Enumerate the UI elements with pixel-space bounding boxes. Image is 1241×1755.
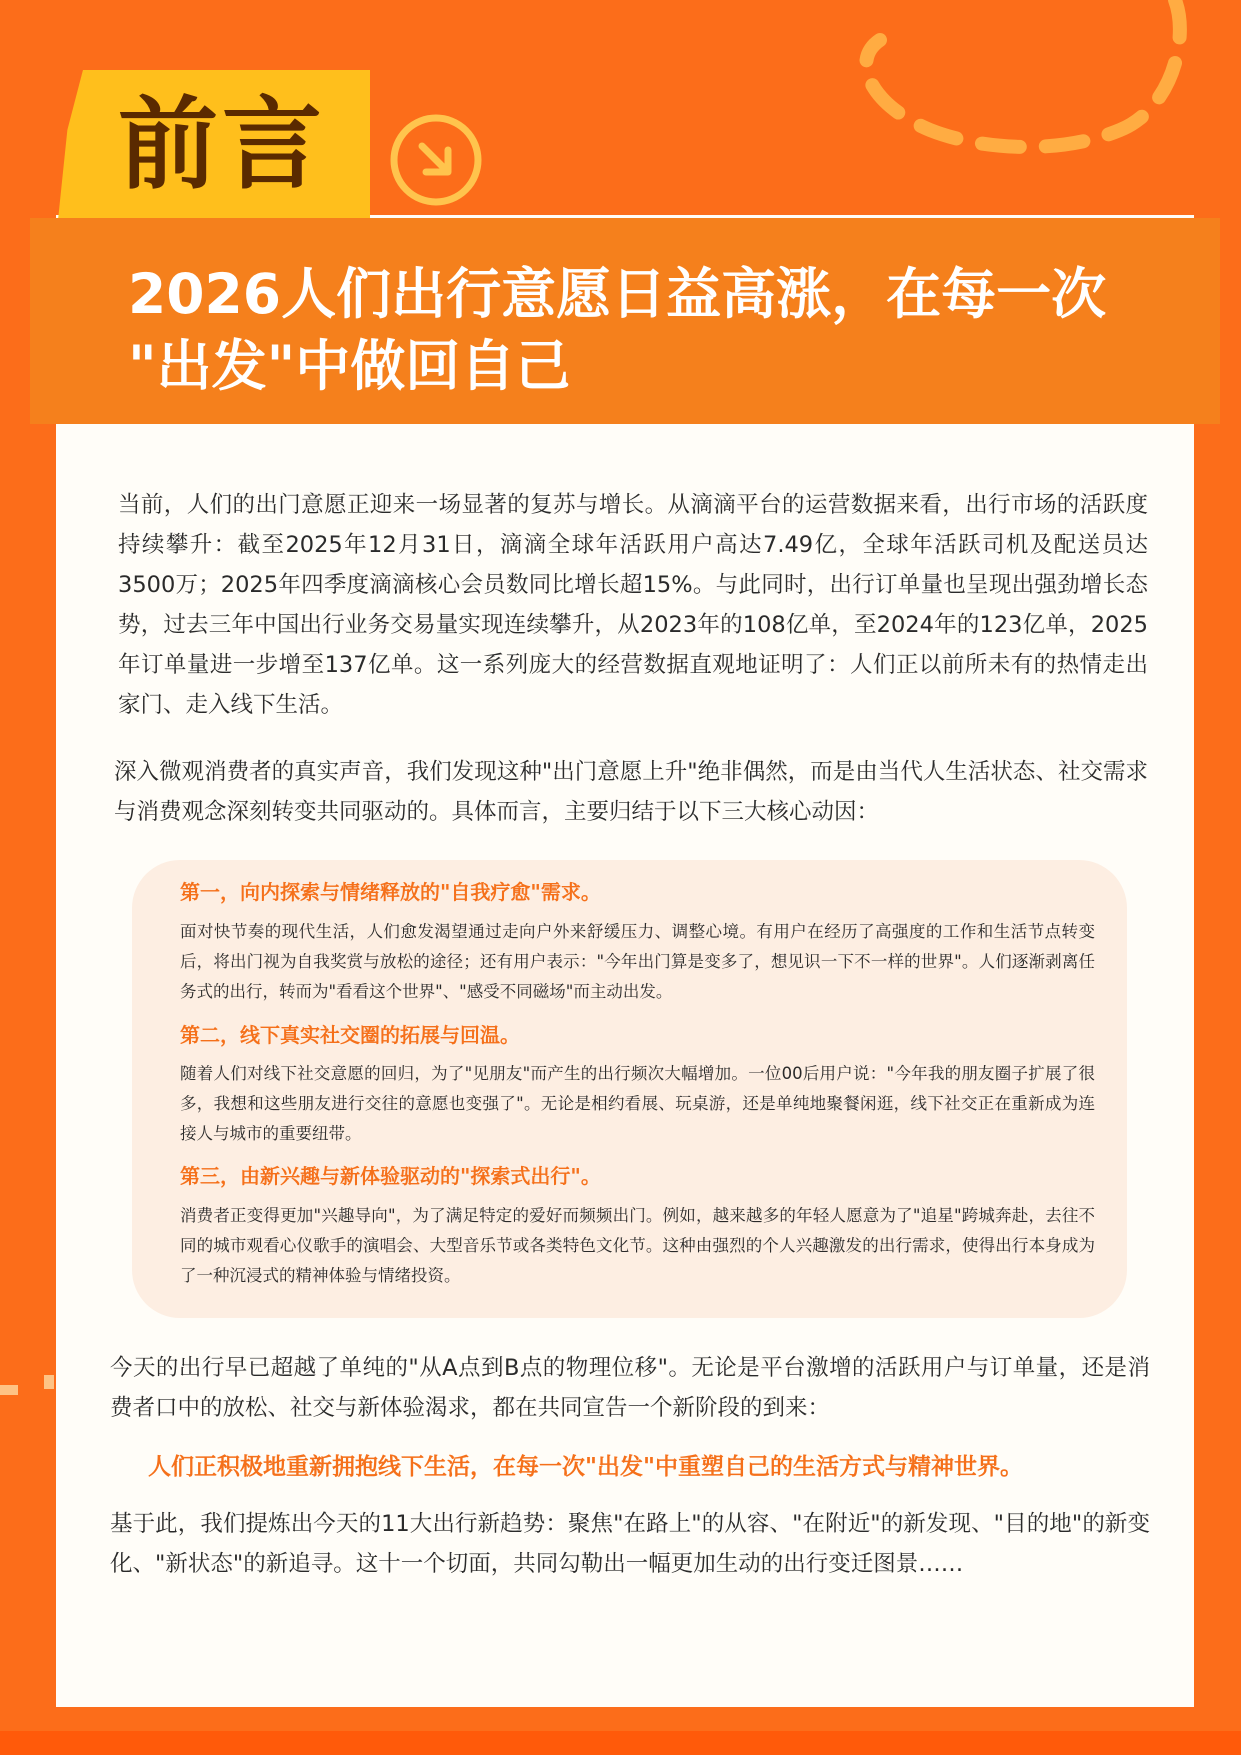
intro-paragraph: 当前，人们的出门意愿正迎来一场显著的复苏与增长。从滴滴平台的运营数据来看，出行市场的活跃度持续攀升：截至2025年12月31日，滴滴全球年活跃用户高达7.49亿，全球年活跃司机及配送员达3500万；2025年四季度滴滴核心会员数同比增长超15%。与此同时，出行订单量也呈现出强劲增长态势，过去三年中国出行业务交易量实现连续攀升，从2023年的108亿单，至2024年的123亿单，2025年订单量进一步增至137亿单。这一系列庞大的经营数据直观地证明了：人们正以前所未有的热情走出家门、走入线下生活。 [118, 492, 1148, 718]
page-title-line1: 2026人们出行意愿日益高涨，在每一次 [128, 262, 1107, 326]
drivers-intro-paragraph: 深入微观消费者的真实声音，我们发现这种"出门意愿上升"绝非偶然，而是由当代人生活状态、社交需求与消费观念深刻转变共同驱动的。具体而言，主要归结于以下三大核心动因： [114, 759, 1148, 825]
driver-text-2: 随着人们对线下社交意愿的回归，为了"见朋友"而产生的出行频次大幅增加。一位00后用户说："今年我的朋友圈子扩展了很多，我想和这些朋友进行交往的意愿也变强了"。无论是相约看展、玩桌游，还是单纯地聚餐闲逛，线下社交正在重新成为连接人与城市的重要纽带。 [180, 1064, 1095, 1143]
page-title [128, 258, 1148, 402]
driver-title-3: 第三，由新兴趣与新体验驱动的"探索式出行"。 [180, 1164, 601, 1188]
highlight-statement: 人们正积极地重新拥抱线下生活，在每一次"出发"中重塑自己的生活方式与精神世界。 [148, 1454, 1023, 1480]
arrow-down-right-circle-icon [386, 110, 486, 210]
bottom-stripe [0, 1731, 1241, 1755]
page-title-line2: "出发"中做回自己 [128, 334, 571, 398]
driver-text-1: 面对快节奏的现代生活，人们愈发渴望通过走向户外来舒缓压力、调整心境。有用户在经历了高强度的工作和生活节点转变后，将出门视为自我奖赏与放松的途径；还有用户表示："今年出门算是变多了，想见识一下不一样的世界"。人们逐渐剥离任务式的出行，转而为"看看这个世界"、"感受不同磁场"而主动出发。 [180, 922, 1095, 1001]
trends-paragraph: 基于此，我们提炼出今天的11大出行新趋势：聚焦"在路上"的从容、"在附近"的新发现、"目的地"的新变化、"新状态"的新追寻。这十一个切面，共同勾勒出一幅更加生动的出行变迁图景…… [110, 1511, 1150, 1577]
conclusion-paragraph: 今天的出行早已超越了单纯的"从A点到B点的物理位移"。无论是平台激增的活跃用户与订单量，还是消费者口中的放松、社交与新体验渴求，都在共同宣告一个新阶段的到来： [110, 1355, 1150, 1421]
driver-title-2: 第二，线下真实社交圈的拓展与回温。 [180, 1023, 520, 1047]
driver-title-1: 第一，向内探索与情绪释放的"自我疗愈"需求。 [180, 880, 601, 904]
driver-text-3: 消费者正变得更加"兴趣导向"，为了满足特定的爱好而频频出门。例如，越来越多的年轻人愿意为了"追星"跨城奔赴，去往不同的城市观看心仪歌手的演唱会、大型音乐节或各类特色文化节。这种由强烈的个人兴趣激发的出行需求，使得出行本身成为了一种沉浸式的精神体验与情绪投资。 [180, 1206, 1095, 1285]
section-tag-label: 前言 [118, 86, 326, 203]
